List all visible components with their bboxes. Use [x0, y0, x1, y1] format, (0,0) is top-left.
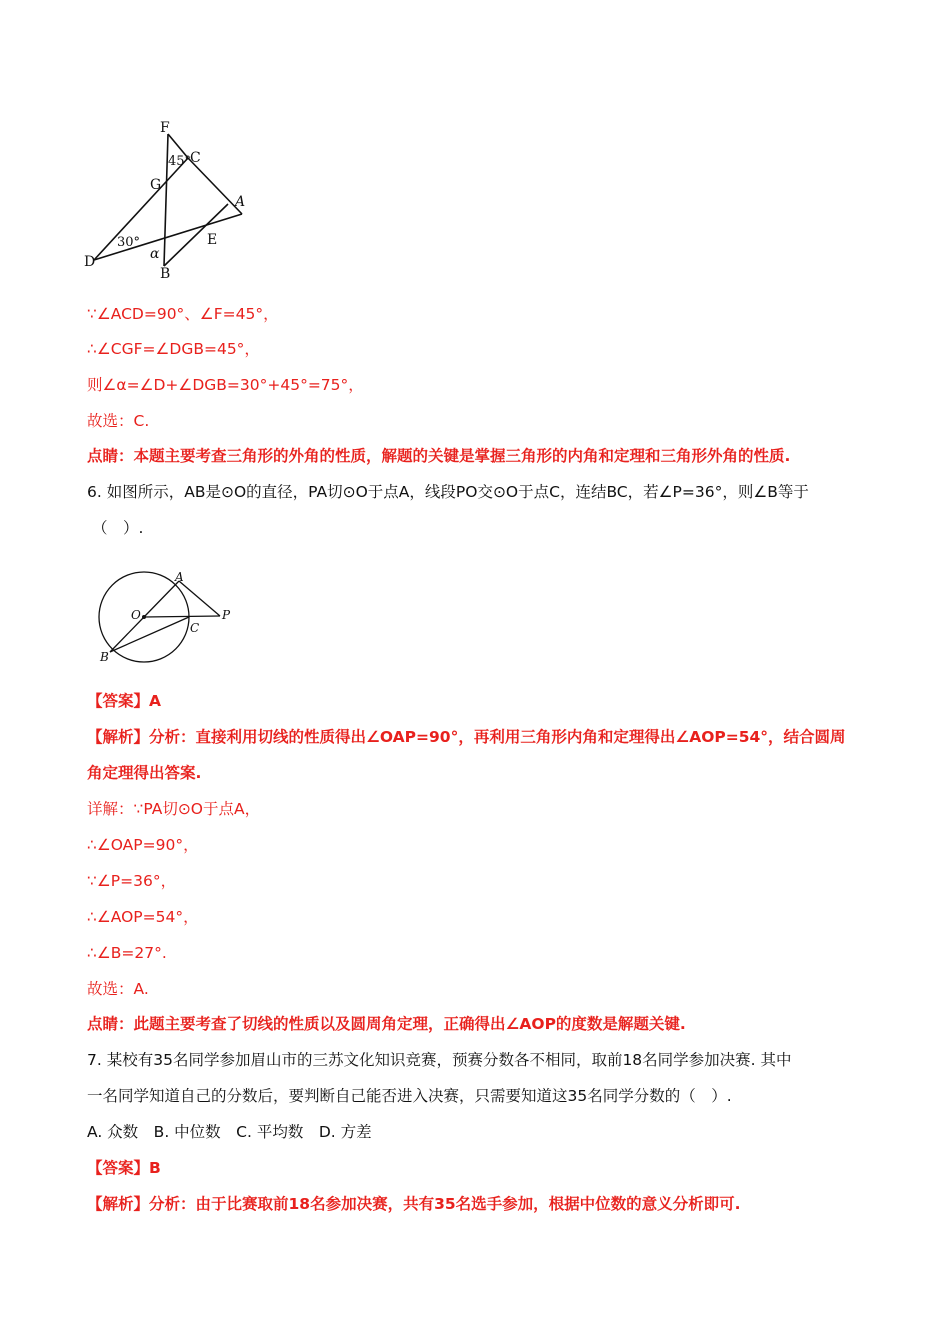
segment-ca: [188, 158, 242, 214]
label-45: 45°: [168, 154, 192, 169]
analysis-6: 【解析】分析：直接利用切线的性质得出∠OAP=90°，再利用三角形内角和定理得出∠AOP=54°，结合圆周: [87, 728, 846, 746]
text-line: 则∠α=∠D+∠DGB=30°+45°=75°，: [87, 376, 364, 394]
figure-circle: [88, 568, 248, 668]
text-line: 详解：∵PA切⊙O于点A，: [87, 800, 261, 818]
text-line: 故选：A.: [87, 980, 149, 998]
question-7-options: A. 众数 B. 中位数 C. 平均数 D. 方差: [87, 1123, 372, 1141]
label-g: G: [150, 177, 162, 193]
analysis-6-cont: 角定理得出答案.: [87, 764, 202, 782]
text-line: ∴∠AOP=54°，: [87, 908, 199, 926]
label-c: C: [190, 150, 201, 166]
label-d: D: [84, 254, 96, 270]
text-line: 点睛：此题主要考查了切线的性质以及圆周角定理，正确得出∠AOP的度数是解题关键.: [87, 1015, 686, 1033]
segment-ob: [110, 617, 144, 652]
label-b: B: [160, 266, 171, 282]
question-7-cont: 一名同学知道自己的分数后，要判断自己能否进入决赛，只需要知道这35名同学分数的（ ）.: [87, 1087, 732, 1105]
analysis-7: 【解析】分析：由于比赛取前18名参加决赛，共有35名选手参加，根据中位数的意义分析即可.: [87, 1195, 741, 1213]
label-p: P: [222, 608, 231, 622]
question-6: 6. 如图所示，AB是⊙O的直径，PA切⊙O于点A，线段PO交⊙O于点C，连结BC，若∠P=36°，则∠B等于: [87, 483, 809, 501]
label-f: F: [160, 120, 170, 136]
label-c: C: [190, 621, 200, 635]
text-line: ∴∠OAP=90°，: [87, 836, 199, 854]
label-o: O: [131, 608, 141, 622]
figure-triangles: [80, 118, 260, 283]
question-7: 7. 某校有35名同学参加眉山市的三苏文化知识竞赛，预赛分数各不相同，取前18名同学参加决赛. 其中: [87, 1051, 792, 1069]
text-line: ∴∠CGF=∠DGB=45°，: [87, 340, 260, 358]
label-b: B: [100, 650, 109, 664]
segment-oa: [144, 581, 179, 617]
text-line: 故选：C.: [87, 412, 150, 430]
center-point: [142, 615, 146, 619]
answer-7: 【答案】B: [87, 1159, 161, 1177]
text-line: ∵∠P=36°，: [87, 872, 177, 890]
text-line: ∵∠ACD=90°、∠F=45°，: [87, 305, 279, 323]
label-30: 30°: [117, 235, 141, 250]
label-alpha: α: [150, 246, 160, 262]
label-a: A: [235, 194, 246, 210]
question-6-cont: （ ）.: [92, 519, 144, 537]
segment-op: [144, 616, 220, 617]
label-e: E: [207, 232, 218, 248]
text-line: 点睛：本题主要考查三角形的外角的性质，解题的关键是掌握三角形的内角和定理和三角形外角的性质.: [87, 447, 791, 465]
label-a: A: [175, 570, 184, 584]
answer-6: 【答案】A: [87, 692, 161, 710]
text-line: ∴∠B=27°.: [87, 944, 167, 962]
